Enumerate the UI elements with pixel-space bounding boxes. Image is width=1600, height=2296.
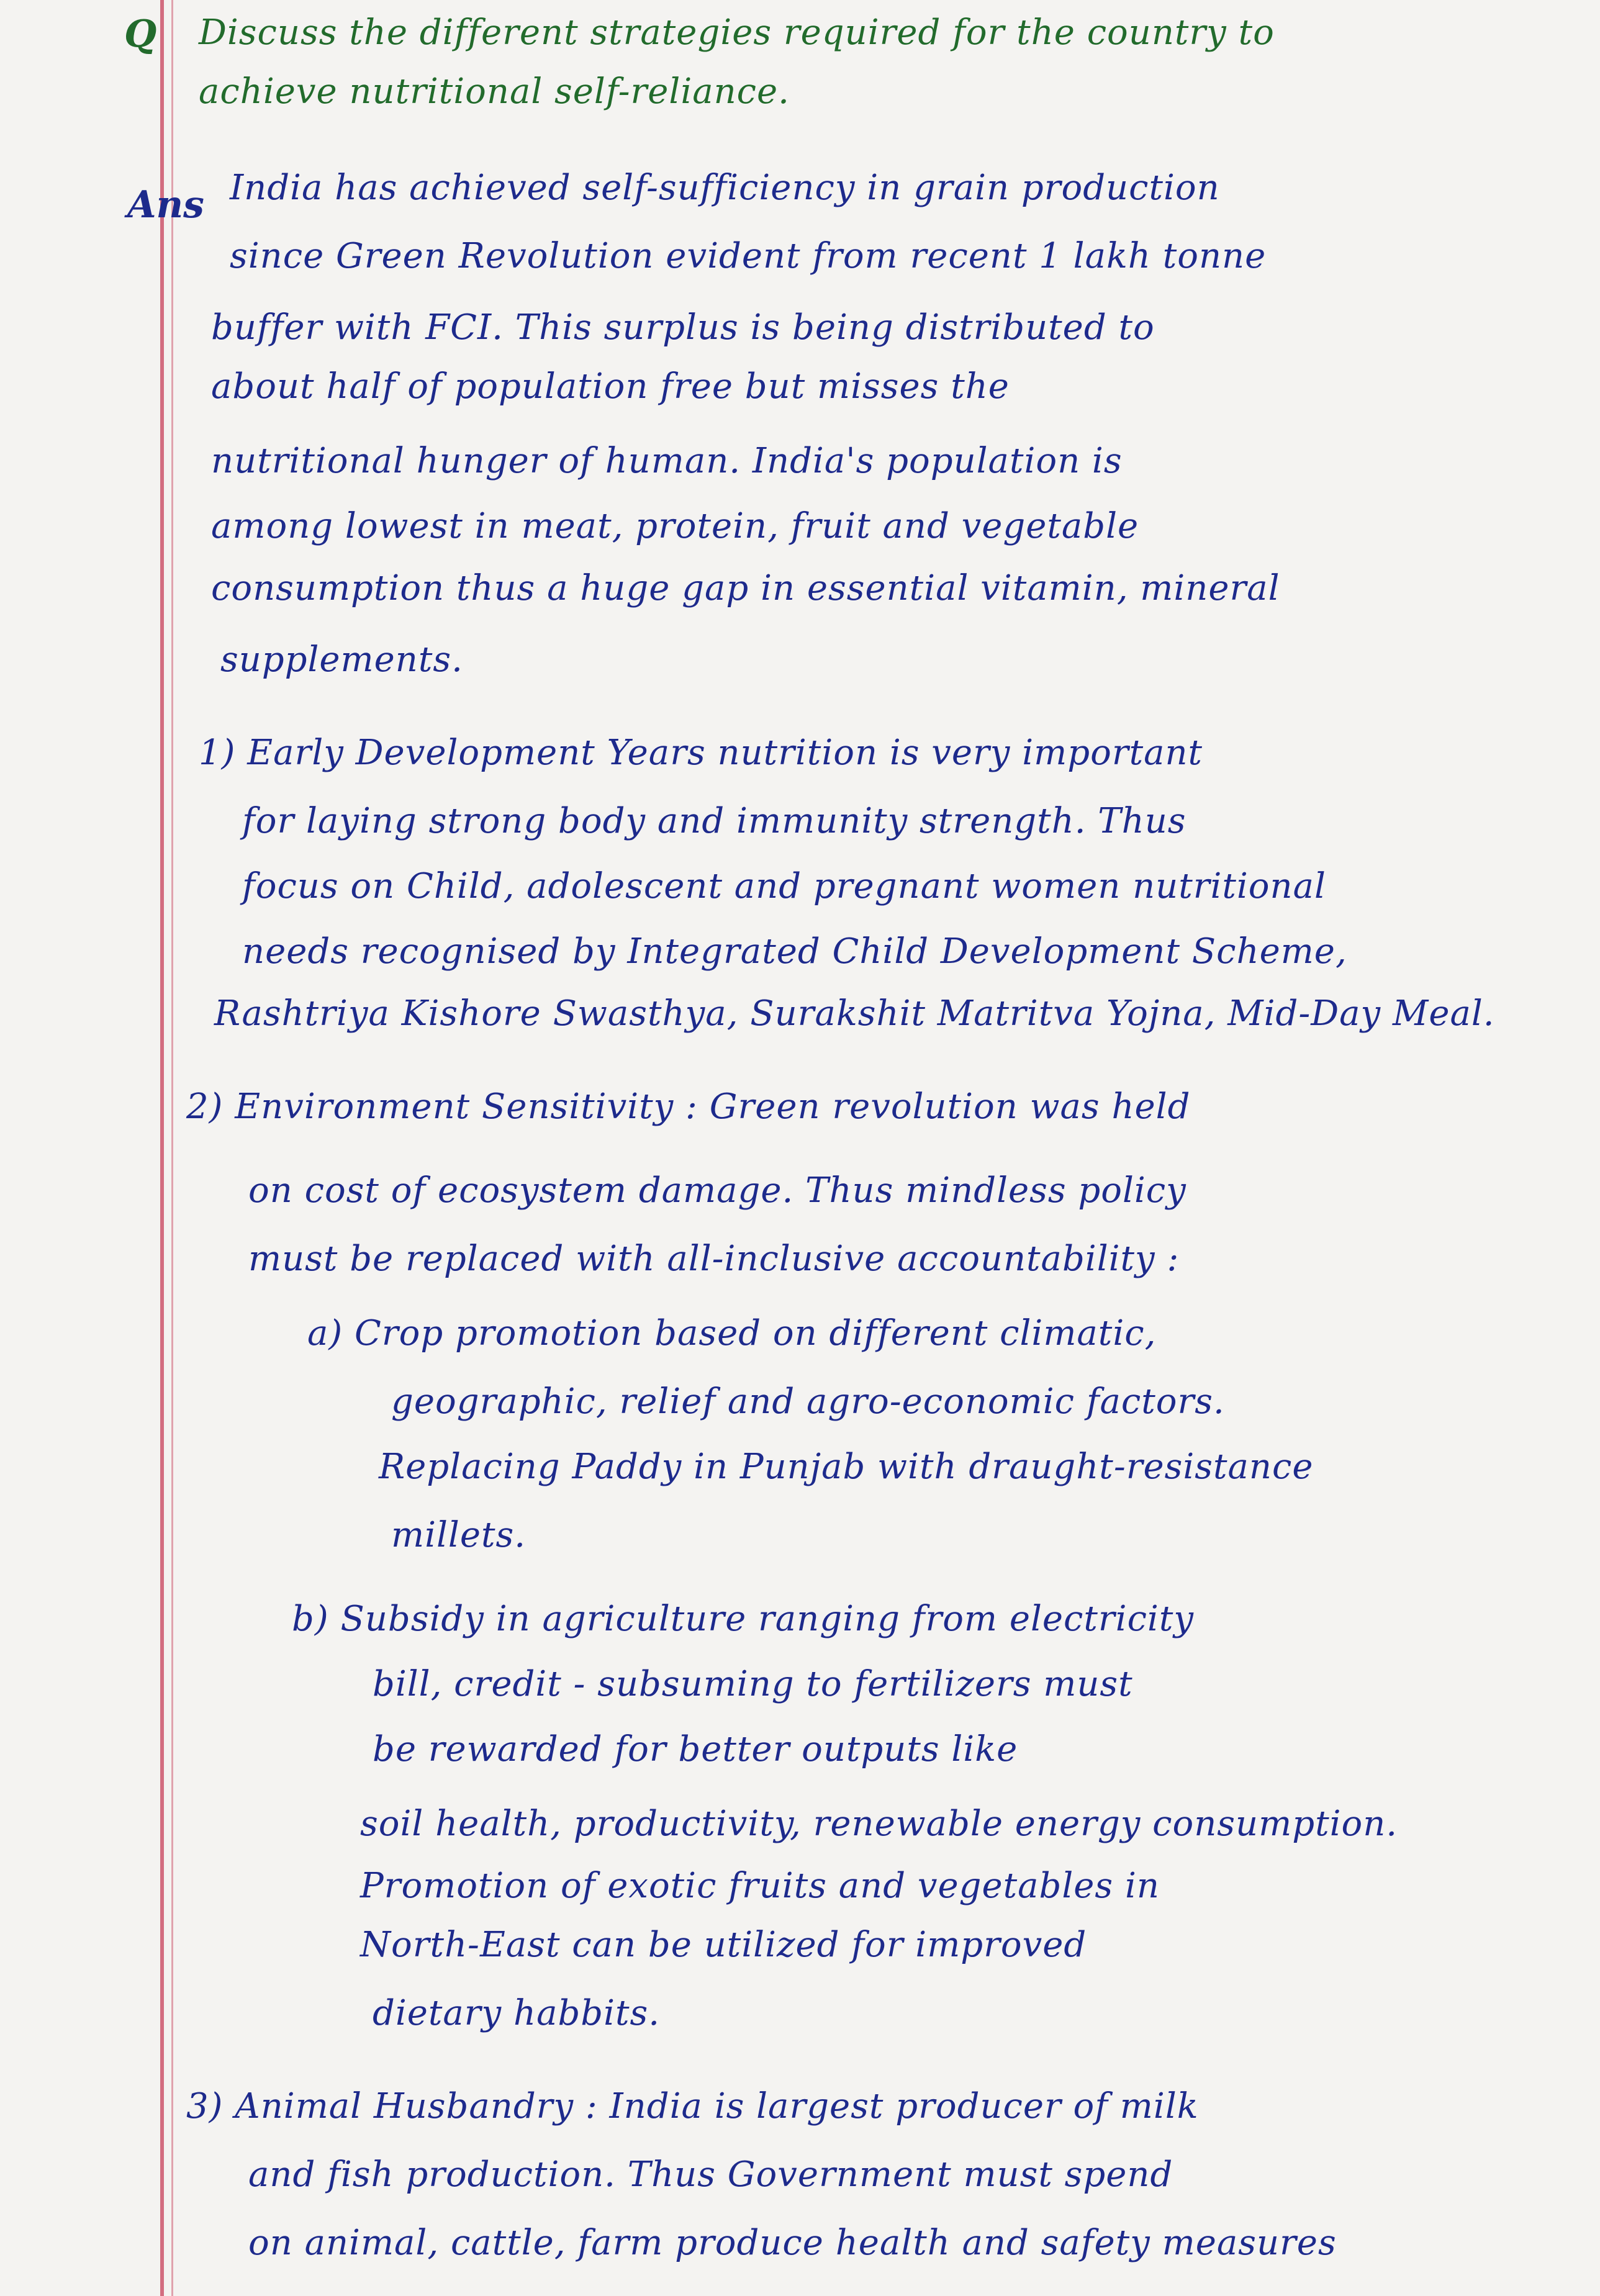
answer-line: about half of population free but misses the: [211, 366, 1010, 407]
point2-line: 2) Environment Sensitivity : Green revolution was held: [186, 1087, 1191, 1127]
margin-line-secondary: [171, 0, 173, 2296]
point1-line: needs recognised by Integrated Child Development Scheme,: [242, 931, 1347, 972]
answer-line: supplements.: [220, 640, 463, 680]
point2-line: on cost of ecosystem damage. Thus mindless policy: [248, 1170, 1186, 1211]
answer-line: since Green Revolution evident from recent 1 lakh tonne: [230, 236, 1267, 276]
answer-line: among lowest in meat, protein, fruit and vegetable: [211, 506, 1139, 546]
point1-line: 1) Early Development Years nutrition is very important: [199, 733, 1203, 773]
point2a-line: millets.: [391, 1515, 527, 1555]
margin-line: [160, 0, 164, 2296]
answer-marker: Ans: [127, 183, 204, 227]
point3-line: and fish production. Thus Government must spend: [248, 2154, 1173, 2195]
point2a-line: Replacing Paddy in Punjab with draught-resistance: [379, 1447, 1314, 1487]
point2b-line: soil health, productivity, renewable energy consumption.: [360, 1804, 1398, 1844]
question-marker: Q: [124, 12, 157, 56]
answer-line: nutritional hunger of human. India's population is: [211, 441, 1123, 481]
answer-line: India has achieved self-sufficiency in grain production: [230, 168, 1220, 208]
point2b-line: b) Subsidy in agriculture ranging from electricity: [292, 1599, 1194, 1639]
point2b-line: Promotion of exotic fruits and vegetables in: [360, 1866, 1160, 1906]
point2-line: must be replaced with all-inclusive accountability :: [248, 1239, 1180, 1279]
point2b-line: be rewarded for better outputs like: [373, 1729, 1018, 1769]
point1-line: focus on Child, adolescent and pregnant women nutritional: [242, 866, 1326, 906]
answer-line: buffer with FCI. This surplus is being distributed to: [211, 307, 1155, 348]
point2a-line: a) Crop promotion based on different climatic,: [307, 1313, 1157, 1354]
point1-line: Rashtriya Kishore Swasthya, Surakshit Matritva Yojna, Mid-Day Meal.: [214, 993, 1495, 1034]
point3-line: 3) Animal Husbandry : India is largest producer of milk: [186, 2086, 1199, 2127]
question-line: Discuss the different strategies required for the country to: [199, 12, 1275, 53]
point1-line: for laying strong body and immunity strength. Thus: [242, 801, 1186, 841]
point2b-line: dietary habbits.: [373, 1993, 661, 2033]
answer-line: consumption thus a huge gap in essential vitamin, mineral: [211, 568, 1280, 608]
question-line: achieve nutritional self-reliance.: [199, 71, 790, 112]
point2b-line: North-East can be utilized for improved: [360, 1925, 1087, 1965]
point3-line: on animal, cattle, farm produce health and safety measures: [248, 2223, 1337, 2263]
point2b-line: bill, credit - subsuming to fertilizers must: [373, 1664, 1133, 1704]
point2a-line: geographic, relief and agro-economic factors.: [391, 1381, 1225, 1422]
